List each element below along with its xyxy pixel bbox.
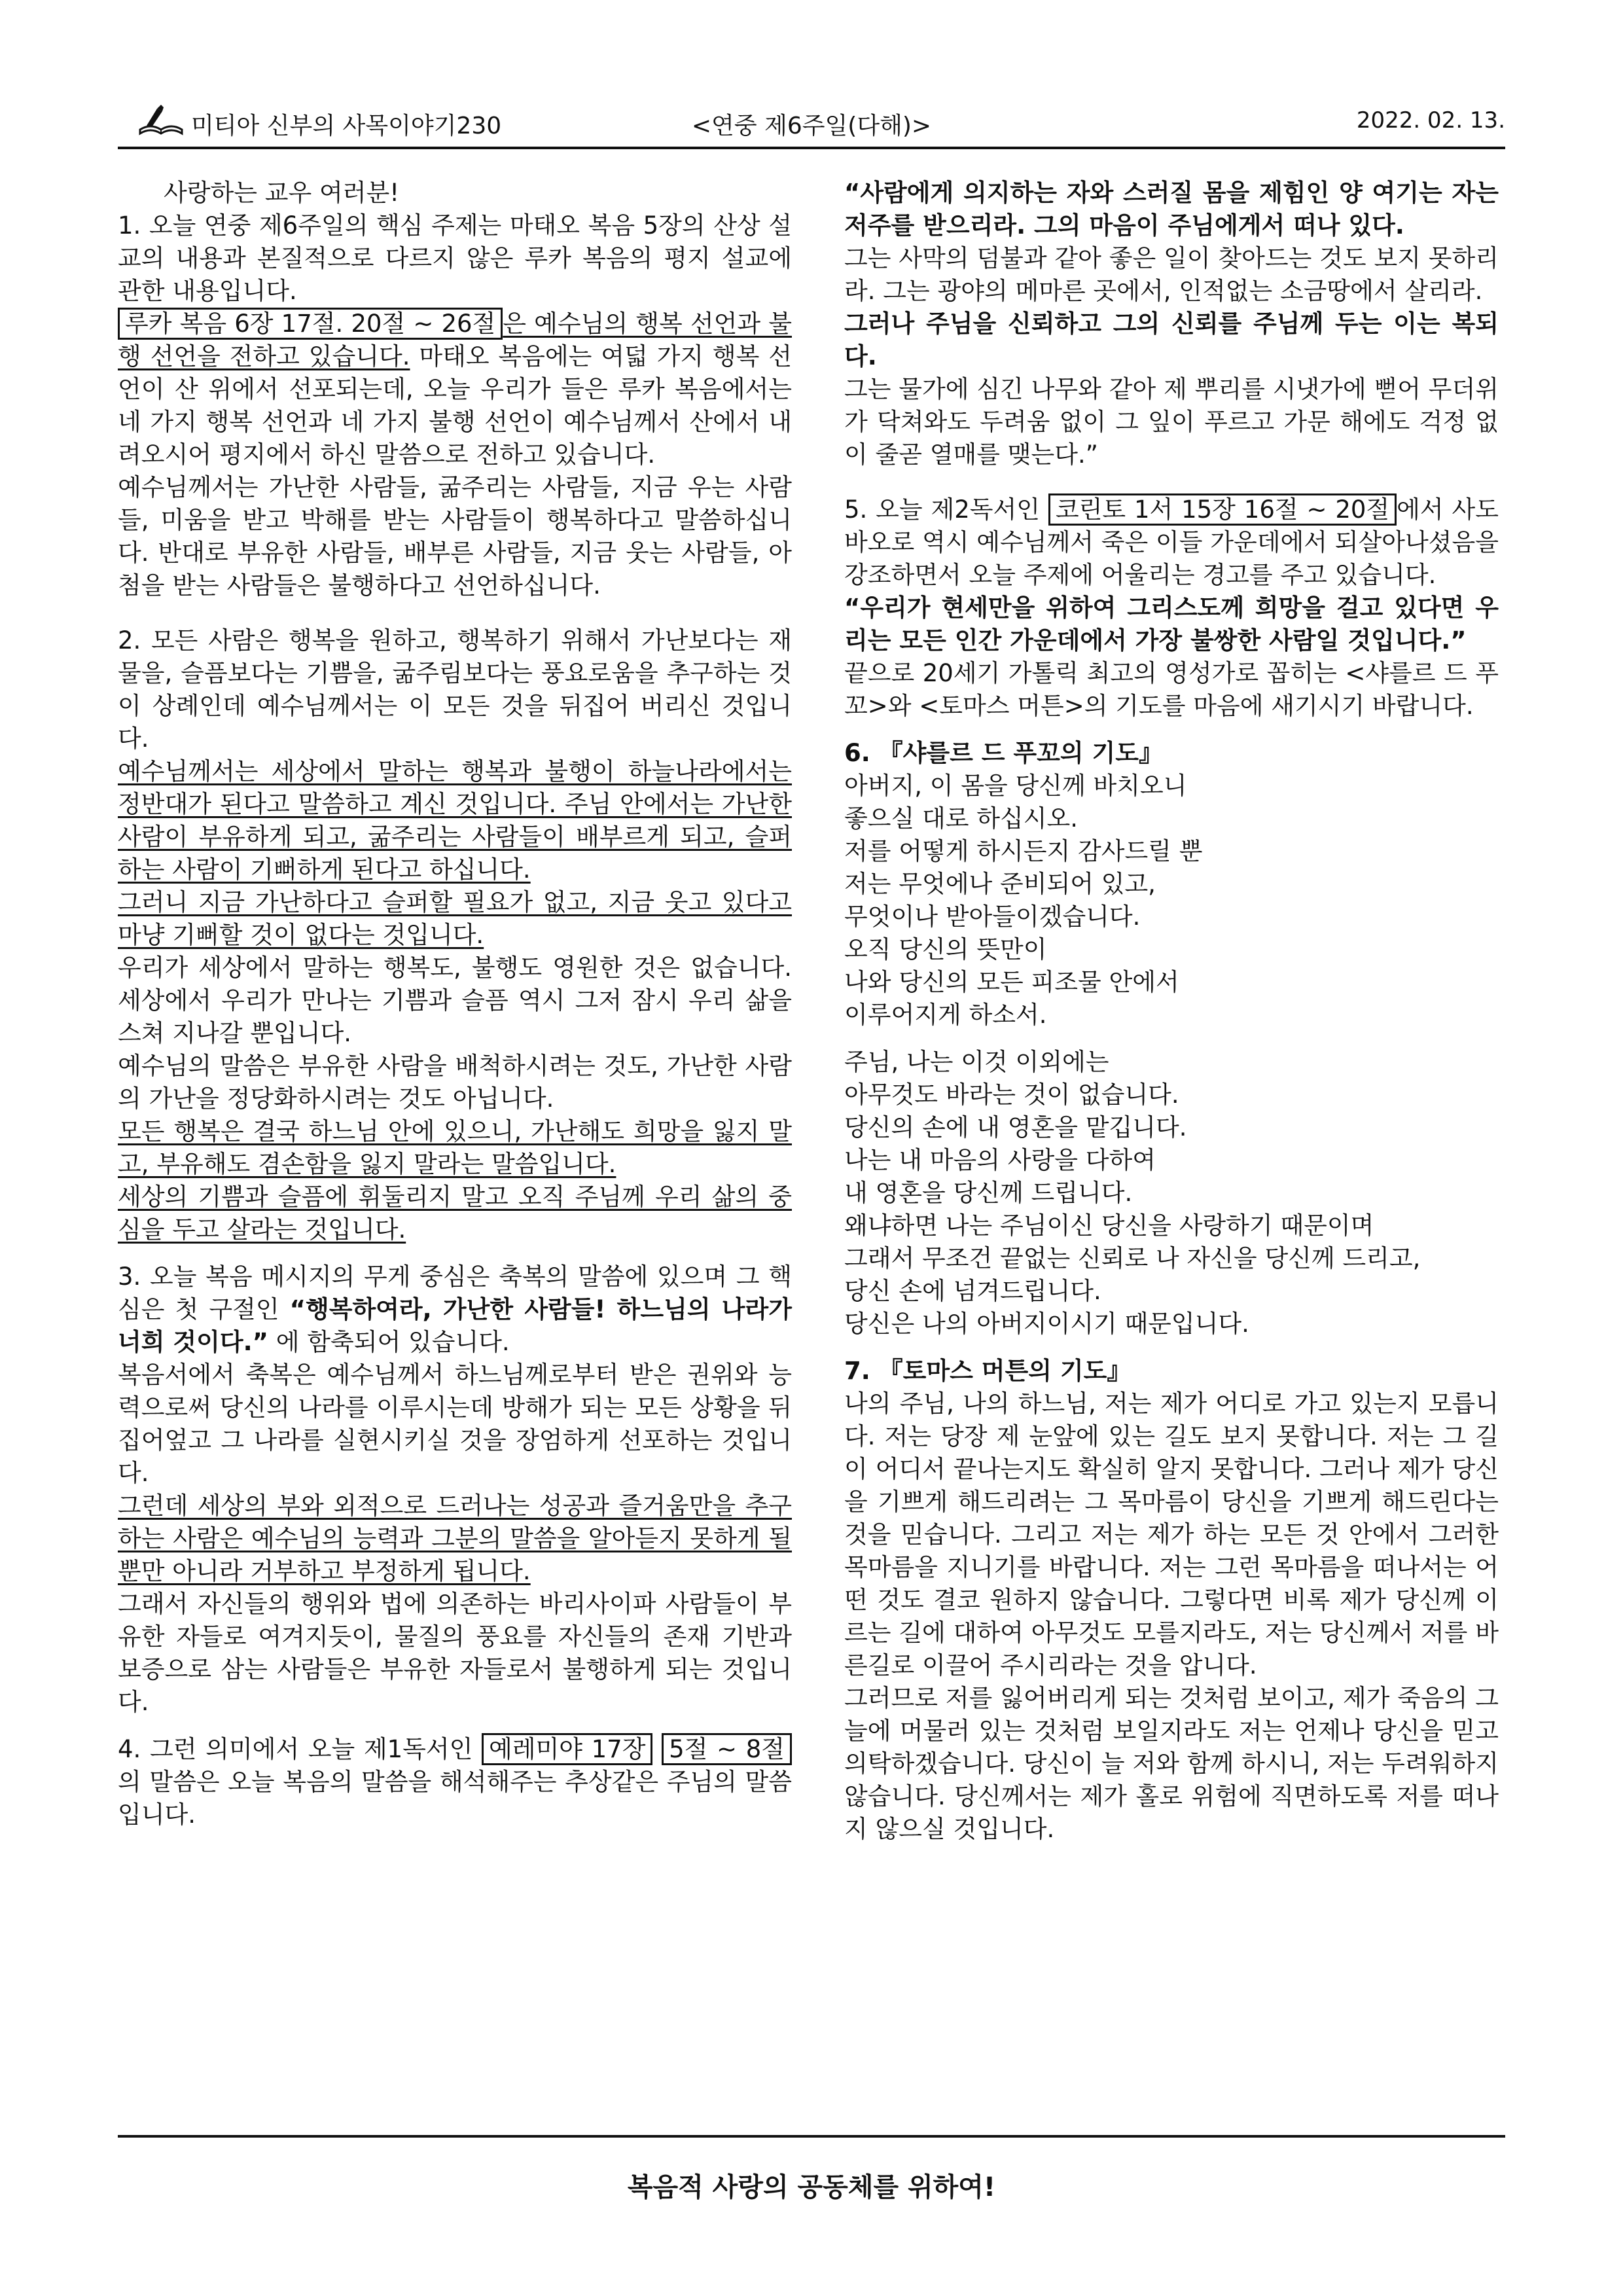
prayer-line: 아버지, 이 몸을 당신께 바치오니 [844,772,1187,800]
prayer-heading-merton: 7. 『토마스 머튼의 기도』 [844,1357,1132,1385]
prayer-line: 당신의 손에 내 영혼을 맡깁니다. [844,1113,1187,1141]
paragraph-6: 그러니 지금 가난하다고 슬퍼할 필요가 없고, 지금 웃고 있다고 마냥 기뻐할 것이 없다는 것입니다. [118,888,792,949]
paragraph-13: 그런데 세상의 부와 외적으로 드러나는 성공과 즐거움만을 추구하는 사람은 예수님의 능력과 그분의 말씀을 알아듣지 못하게 될 뿐만 아니라 거부하고 부정하게 됩니다. [118,1492,792,1585]
prayer-line: 내 영혼을 당신께 드립니다. [844,1179,1133,1207]
prayer-line: 주님, 나는 이것 이외에는 [844,1048,1109,1076]
paragraph-3: 예수님께서는 가난한 사람들, 굶주리는 사람들, 지금 우는 사람들, 미움을 받고 박해를 받는 사람들이 행복하다고 말씀하십니다. 반대로 부유한 사람들, 배부른 사람들, 지금 웃는 사람들, 아첨을 받는 사람들은 불행하다고 선언하십니다. [118,473,792,600]
header-rule [118,147,1505,149]
paragraph-7: 우리가 세상에서 말하는 행복도, 불행도 영원한 것은 없습니다. 세상에서 우리가 만나는 기쁨과 슬픔 역시 그저 잠시 우리 삶을 스쳐 지나갈 뿐입니다. [118,954,792,1047]
prayer-line: 그래서 무조건 끝없는 신뢰로 나 자신을 당신께 드리고, [844,1244,1421,1272]
prayer-heading-foucauld: 6. 『샤를르 드 푸꼬의 기도』 [844,739,1164,767]
paragraph-12: 복음서에서 축복은 예수님께서 하느님께로부터 받은 권위와 능력으로써 당신의 나라를 이루시는데 방해가 되는 모든 상황을 뒤집어엎고 그 나라를 실현시키실 것을 장엄하게 선포하는 것입니다. [118,1361,792,1487]
paragraph-5: 예수님께서는 세상에서 말하는 행복과 불행이 하늘나라에서는 정반대가 된다고 말씀하고 계신 것입니다. 주님 안에서는 가난한 사람이 부유하게 되고, 굶주리는 사람들이 배부르게 되고, 슬퍼하는 사람이 기뻐하게 된다고 하십니다. [118,757,792,884]
paragraph-text: 마태오 복음에는 여덟 가지 행복 선언이 산 위에서 선포되는데, 오늘 우리가 들은 루카 복음에서는 네 가지 행복 선언과 네 가지 불행 선언이 예수님께서 산에서 내려오시어 평지에서 하신 말씀으로 전하고 있습니다. [118,342,792,469]
scripture-reference: 루카 복음 6장 17절. 20절 ~ 26절 [118,308,503,340]
prayer-line: 아무것도 바라는 것이 없습니다. [844,1081,1179,1109]
paragraph-4: 2. 모든 사람은 행복을 원하고, 행복하기 위해서 가난보다는 재물을, 슬픔보다는 기쁨을, 굶주림보다는 풍요로움을 추구하는 것이 상례인데 예수님께서는 이 모든 것을 뒤집어 버리신 것입니다. [118,626,792,753]
first-reading-quote: “사람에게 의지하는 자와 스러질 몸을 제힘인 양 여기는 자는 저주를 받으리라. 그의 마음이 주님에게서 떠나 있다. [844,179,1499,240]
paragraph-text: 의 말씀은 오늘 복음의 말씀을 해석해주는 추상같은 주님의 말씀입니다. [118,1768,792,1829]
underlined-text: 은 예수님의 행복 선언과 불행 선언을 전하고 있습니다. [118,310,792,370]
prayer-line: 당신은 나의 아버지이시기 때문입니다. [844,1310,1249,1338]
first-reading-blessing-cont: 그는 물가에 심긴 나무와 같아 제 뿌리를 시냇가에 뻗어 무더위가 닥쳐와도 두려움 없이 그 잎이 푸르고 가문 해에도 걱정 없이 줄곧 열매를 맺는다.” [844,375,1499,469]
greeting: 사랑하는 교우 여러분! [164,179,400,207]
prayer-line: 오직 당신의 뜻만이 [844,935,1047,963]
first-reading-blessing: 그러나 주님을 신뢰하고 그의 신뢰를 주님께 두는 이는 복되다. [844,310,1499,370]
paragraph-1: 1. 오늘 연중 제6주일의 핵심 주제는 마태오 복음 5장의 산상 설교의 내용과 본질적으로 다르지 않은 루카 복음의 평지 설교에 관한 내용입니다. [118,211,792,305]
prayer-line: 왜냐하면 나는 주님이신 당신을 사랑하기 때문이며 [844,1211,1374,1240]
prayer-line: 저를 어떻게 하시든지 감사드릴 뿐 [844,837,1203,865]
paragraph-2 [118,308,792,471]
paragraph-text: 5. 오늘 제2독서인 [844,495,1048,524]
paragraph-15 [118,1733,792,1831]
paragraph-second-reading [844,493,1499,592]
page-header [118,98,1505,144]
prayer-line: 나는 내 마음의 사랑을 다하여 [844,1146,1156,1174]
scripture-reference: 코린토 1서 15장 16절 ~ 20절 [1048,493,1397,526]
foucauld-prayer-stanza-1 [844,770,1499,1031]
scripture-reference: 예레미야 17장 [482,1733,652,1765]
liturgical-day: <연중 제6주일(다해)> [691,113,932,139]
paragraph-text: 3. 오늘 복음 메시지의 무게 중심은 축복의 말씀에 있으며 그 핵심은 첫 구절인 [118,1263,792,1323]
prayer-line: 좋으실 대로 하십시오. [844,804,1078,833]
paragraph-10: 세상의 기쁨과 슬픔에 휘둘리지 말고 오직 주님께 우리 삶의 중심을 두고 살라는 것입니다. [118,1183,792,1244]
merton-prayer-paragraph-2: 그러므로 저를 잃어버리게 되는 것처럼 보이고, 제가 죽음의 그늘에 머물러 있는 것처럼 보일지라도 저는 언제나 당신을 믿고 의탁하겠습니다. 당신이 늘 저와 함께 하시니, 저는 두려워하지 않습니다. 당신께서는 제가 홀로 위험에 직면하도록 저를 떠나지 않으실 것입니다. [844,1684,1499,1843]
footer-motto: 복음적 사랑의 공동체를 위하여! [627,2172,996,2202]
footer-rule [118,2135,1505,2138]
foucauld-prayer-stanza-2 [844,1046,1499,1340]
right-column [844,177,1499,1846]
paragraph-text: 4. 그런 의미에서 오늘 제1독서인 [118,1735,482,1763]
prayer-line: 저는 무엇에나 준비되어 있고, [844,870,1156,898]
paragraph-9: 모든 행복은 결국 하느님 안에 있으니, 가난해도 희망을 잃지 말고, 부유해도 겸손함을 잃지 말라는 말씀입니다. [118,1117,792,1178]
paragraph-text: 에서 사도 바오로 역시 예수님께서 죽은 이들 가운데에서 되살아나셨음을 강조하면서 오늘 주제에 어울리는 경고를 주고 있습니다. [844,495,1499,589]
paragraph-8: 예수님의 말씀은 부유한 사람을 배척하시려는 것도, 가난한 사람의 가난을 정당화하시려는 것도 아닙니다. [118,1052,792,1113]
gospel-quote: “행복하여라, 가난한 사람들! 하느님의 나라가 너희 것이다.” [118,1295,792,1356]
left-column [118,177,792,1831]
first-reading-quote-cont: 그는 사막의 덤불과 같아 좋은 일이 찾아드는 것도 보지 못하리라. 그는 광야의 메마른 곳에서, 인적없는 소금땅에서 살리라. [844,244,1499,305]
prayer-line: 당신 손에 넘겨드립니다. [844,1277,1101,1305]
paragraph-text: 에 함축되어 있습니다. [268,1328,510,1356]
paragraph-14: 그래서 자신들의 행위와 법에 의존하는 바리사이파 사람들이 부유한 자들로 여겨지듯이, 물질의 풍요를 자신들의 존재 기반과 보증으로 삼는 사람들은 부유한 자들로서 불행하게 되는 것입니다. [118,1590,792,1716]
prayer-line: 이루어지게 하소서. [844,1001,1047,1029]
paragraph-closing-intro: 끝으로 20세기 가톨릭 최고의 영성가로 꼽히는 <샤를르 드 푸꼬>와 <토마스 머튼>의 기도를 마음에 새기시기 바랍니다. [844,659,1499,720]
issue-date: 2022. 02. 13. [1356,107,1505,134]
paragraph-11 [118,1261,792,1359]
merton-prayer-paragraph-1: 나의 주님, 나의 하느님, 저는 제가 어디로 가고 있는지 모릅니다. 저는 당장 제 눈앞에 있는 길도 보지 못합니다. 저는 그 길이 어디서 끝나는지도 확실히 알지 못합니다. 그러나 제가 당신을 기쁘게 해드리려는 그 목마름이 당신을 기쁘게 해드린다는 것을 믿습니다. 그리고 저는 제가 하는 모든 것 안에서 그러한 목마름을 지니기를 바랍니다. 저는 그런 목마름을 떠나서는 어떤 것도 결코 원하지 않습니다. 그렇다면 비록 제가 당신께 이르는 길에 대하여 아무것도 모를지라도, 저는 당신께서 저를 바른길로 이끌어 주시리라는 것을 압니다. [844,1390,1499,1679]
prayer-line: 나와 당신의 모든 피조물 안에서 [844,968,1179,996]
second-reading-quote: “우리가 현세만을 위하여 그리스도께 희망을 걸고 있다면 우리는 모든 인간 가운데에서 가장 불쌍한 사람일 것입니다.” [844,594,1499,655]
prayer-line: 무엇이나 받아들이겠습니다. [844,903,1141,931]
newsletter-title: 미티아 신부의 사목이야기230 [191,113,502,139]
scripture-reference: 5절 ~ 8절 [662,1733,792,1765]
